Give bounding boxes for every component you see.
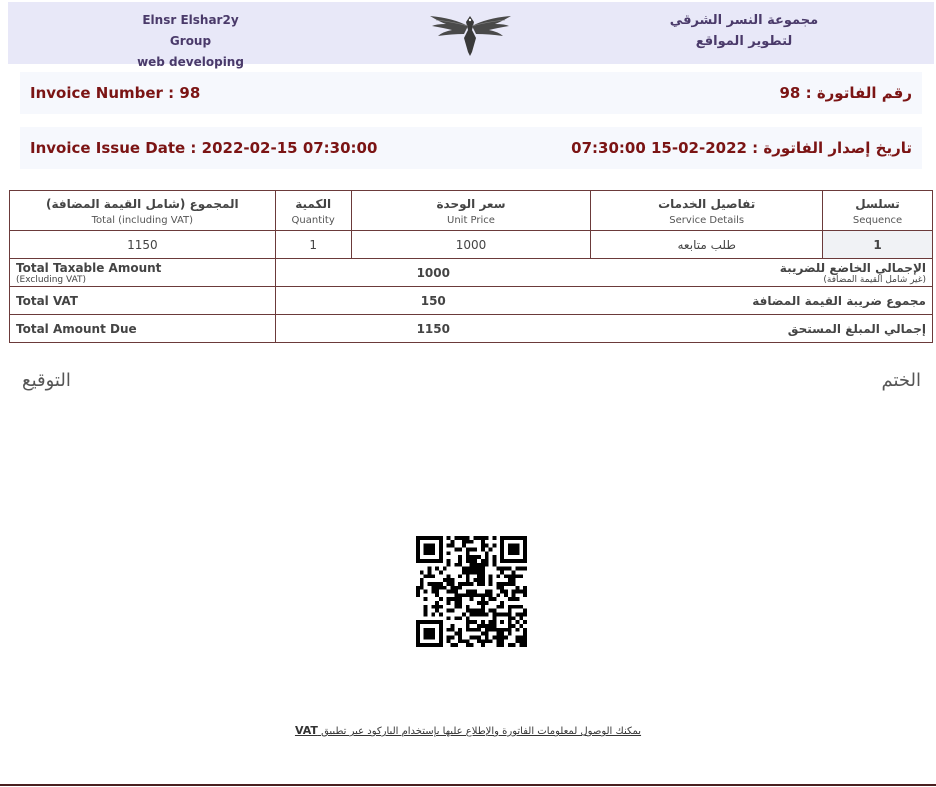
total-due-row [10,315,933,343]
invoice-number-ar: رقم الفاتورة : 98 [779,84,912,102]
row-unit-price: 1000 [351,231,591,259]
company-ar-line2: لتطوير المواقع [695,34,793,49]
bottom-divider [0,784,936,786]
header-total: المجموع (شامل القيمة المضافة) Total (including VAT) [10,191,276,231]
qr-code [416,536,527,647]
signature-label: التوقيع [22,370,71,391]
total-vat-value: 150 [275,287,591,315]
total-due-label-en: Total Amount Due [10,315,276,343]
invoice-date-row [20,127,922,169]
total-taxable-row [10,259,933,287]
table-row [10,231,933,259]
header-quantity: الكمية Quantity [275,191,351,231]
footer-note-text: يمكنك الوصول لمعلومات الفاتورة والإطلاع عليها بإستخدام الباركود عبر تطبيق [321,726,642,737]
row-service-details: طلب متابعه [591,231,823,259]
company-ar-line1: مجموعة النسر الشرقي [669,13,819,28]
total-vat-label-ar: مجموع ضريبة القيمة المضافة [591,287,933,315]
invoice-items-table [9,190,933,343]
row-sequence: 1 [823,231,933,259]
company-en-line1: Elnsr Elshar2y Group [142,13,239,48]
invoice-number-en: Invoice Number : 98 [30,84,201,102]
header-sequence: تسلسل Sequence [823,191,933,231]
header-service-details: تفاصيل الخدمات Service Details [591,191,823,231]
company-name-en [133,10,248,73]
footer-note-vat: VAT [294,724,318,737]
eagle-icon [428,8,513,58]
invoice-date-en: Invoice Issue Date : 2022-02-15 07:30:00 [30,139,378,157]
total-taxable-label-en: Total Taxable Amount (Excluding VAT) [10,259,276,287]
table-header-row [10,191,933,231]
invoice-header [8,2,934,69]
total-vat-label-en: Total VAT [10,287,276,315]
row-quantity: 1 [275,231,351,259]
company-name-ar [664,10,824,52]
total-vat-row [10,287,933,315]
total-due-label-ar: إجمالي المبلغ المستحق [591,315,933,343]
footer-note [0,724,936,737]
header-unit-price: سعر الوحدة Unit Price [351,191,591,231]
company-en-line2: web developing [137,55,244,69]
total-due-value: 1150 [275,315,591,343]
stamp-label: الختم [881,370,921,391]
invoice-number-row [20,72,922,114]
total-taxable-label-ar: الإجمالي الخاضع للضريبة (غير شامل القيمة المضافة) [591,259,933,287]
total-taxable-value: 1000 [275,259,591,287]
invoice-date-ar: تاريخ إصدار الفاتورة : 07:30:00 15-02-2022 [571,139,912,157]
row-total: 1150 [10,231,276,259]
